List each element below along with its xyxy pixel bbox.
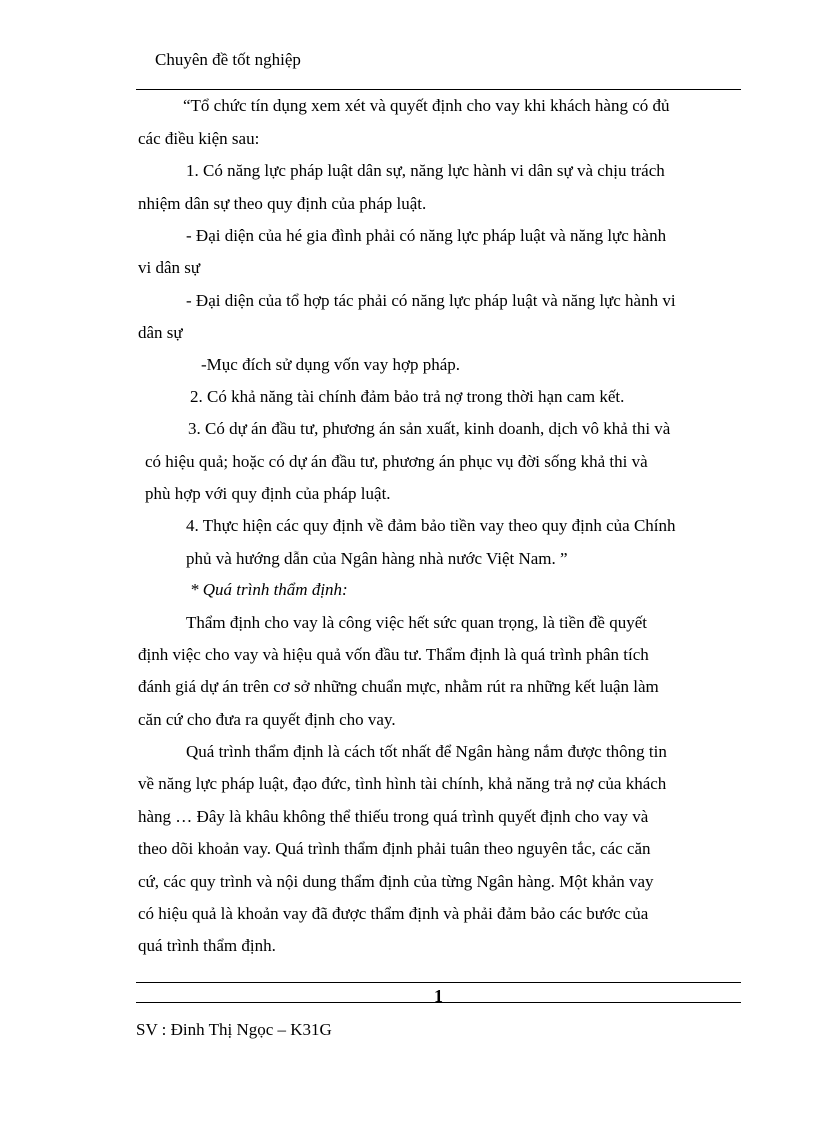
footer-rule-top xyxy=(136,982,741,983)
body-line: - Đại diện của tổ hợp tác phải có năng lực pháp luật và năng lực hành vi xyxy=(186,291,676,310)
body-line: 4. Thực hiện các quy định về đảm bảo tiền vay theo quy định của Chính xyxy=(186,516,676,535)
footer-author: SV : Đinh Thị Ngọc – K31G xyxy=(136,1020,332,1039)
body-line: dân sự xyxy=(138,323,183,342)
body-line: quá trình thẩm định. xyxy=(138,936,276,955)
body-line: các điều kiện sau: xyxy=(138,129,260,148)
header-rule xyxy=(136,89,741,90)
body-line: nhiệm dân sự theo quy định của pháp luật. xyxy=(138,194,427,213)
body-line: 2. Có khả năng tài chính đảm bảo trả nợ trong thời hạn cam kết. xyxy=(190,387,625,406)
body-line: theo dõi khoản vay. Quá trình thẩm định phải tuân theo nguyên tắc, các căn xyxy=(138,839,651,858)
body-line: hàng … Đây là khâu không thể thiếu trong quá trình quyết định cho vay và xyxy=(138,807,649,826)
body-line: có hiệu quả; hoặc có dự án đầu tư, phương án phục vụ đời sống khả thi và xyxy=(145,452,648,471)
body-line: Thẩm định cho vay là công việc hết sức quan trọng, là tiền đề quyết xyxy=(186,613,647,632)
header-title: Chuyên đề tốt nghiệp xyxy=(155,50,301,69)
body-line: cứ, các quy trình và nội dung thẩm định của từng Ngân hàng. Một khản vay xyxy=(138,872,654,891)
body-line: vi dân sự xyxy=(138,258,201,277)
body-line: đánh giá dự án trên cơ sở những chuẩn mực, nhằm rút ra những kết luận làm xyxy=(138,677,659,696)
body-line: định việc cho vay và hiệu quả vốn đầu tư. Thẩm định là quá trình phân tích xyxy=(138,645,649,664)
section-heading: * Quá trình thẩm định: xyxy=(190,580,348,599)
body-line: “Tổ chức tín dụng xem xét và quyết định cho vay khi khách hàng có đủ xyxy=(183,96,670,115)
body-line: căn cứ cho đưa ra quyết định cho vay. xyxy=(138,710,396,729)
body-line: 1. Có năng lực pháp luật dân sự, năng lực hành vi dân sự và chịu trách xyxy=(186,161,665,180)
body-line: phù hợp với quy định của pháp luật. xyxy=(145,484,391,503)
body-line: phủ và hướng dẫn của Ngân hàng nhà nước Việt Nam. ” xyxy=(186,549,568,568)
body-line: có hiệu quả là khoản vay đã được thẩm định và phải đảm bảo các bước của xyxy=(138,904,649,923)
body-line: -Mục đích sử dụng vốn vay hợp pháp. xyxy=(201,355,461,374)
body-line: về năng lực pháp luật, đạo đức, tình hình tài chính, khả năng trả nợ của khách xyxy=(138,774,667,793)
body-line: - Đại diện của hé gia đình phải có năng lực pháp luật và năng lực hành xyxy=(186,226,667,245)
footer-rule-bottom xyxy=(136,1002,741,1003)
body-line: Quá trình thẩm định là cách tốt nhất để Ngân hàng nắm được thông tin xyxy=(186,742,667,761)
body-line: 3. Có dự án đầu tư, phương án sản xuất, kinh doanh, dịch vô khả thi và xyxy=(188,419,671,438)
page-number: 1 xyxy=(434,986,443,1006)
